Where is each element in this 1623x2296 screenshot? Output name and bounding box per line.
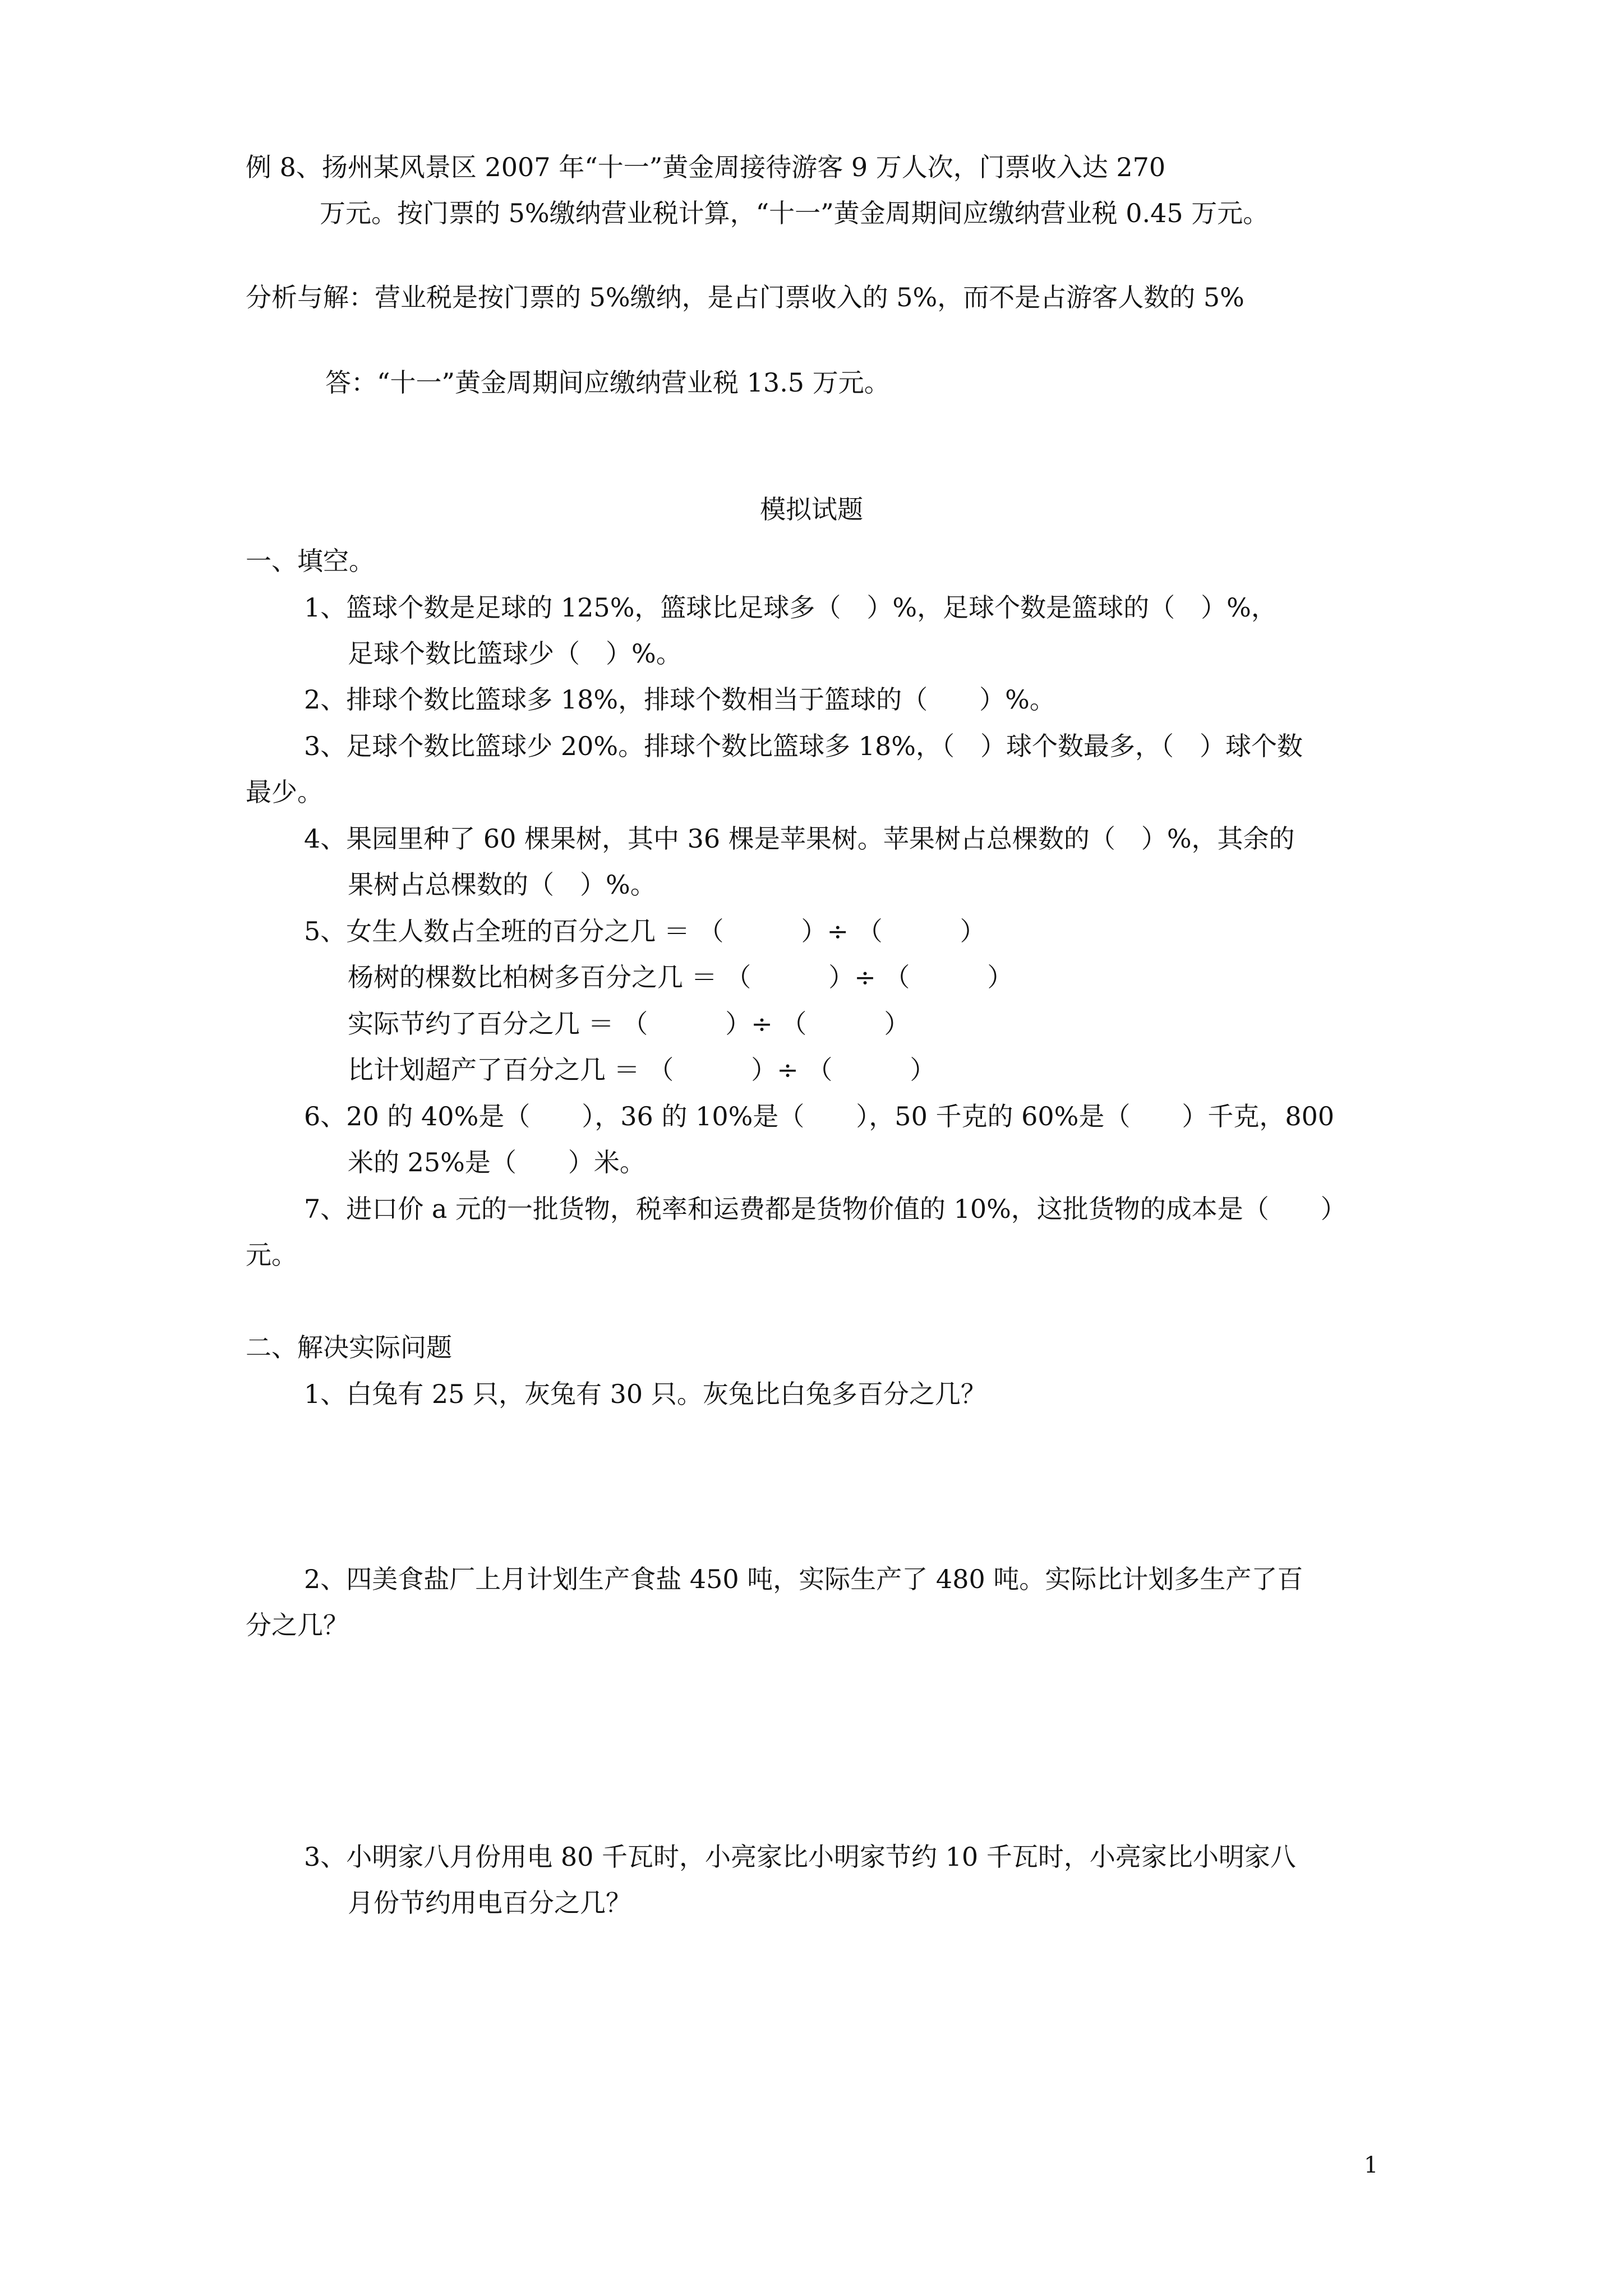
page-number: 1 (1364, 2152, 1378, 2178)
question-line: 元。 (246, 1240, 297, 1270)
question-line: 米的 25%是（ ）米。 (348, 1147, 645, 1177)
question-line: 2、排球个数比篮球多 18%，排球个数相当于篮球的（ ）%。 (304, 684, 1055, 715)
question-line: 5、女生人数占全班的百分之几 ＝ （ ）÷ （ ） (304, 916, 986, 946)
problem-line: 1、白兔有 25 只，灰兔有 30 只。灰兔比白兔多百分之几？ (304, 1379, 986, 1409)
example-line-2: 万元。按门票的 5%缴纳营业税计算，“十一”黄金周期间应缴纳营业税 0.45 万元。 (320, 198, 1269, 228)
page-title: 模拟试题 (760, 494, 863, 524)
section-heading-practical-problems: 二、解决实际问题 (246, 1332, 452, 1363)
problem-line: 月份节约用电百分之几？ (348, 1888, 631, 1918)
section-heading-fill-blank: 一、填空。 (246, 546, 375, 576)
question-line: 7、进口价 a 元的一批货物，税率和运费都是货物价值的 10%，这批货物的成本是（ ） (304, 1194, 1347, 1224)
answer-line: 答：“十一”黄金周期间应缴纳营业税 13.5 万元。 (325, 367, 890, 398)
question-line: 6、20 的 40%是（ ），36 的 10%是（ ），50 千克的 60%是（ ）千克，800 (304, 1101, 1335, 1131)
question-line: 4、果园里种了 60 棵果树，其中 36 棵是苹果树。苹果树占总棵数的（ ）%，其余的 (304, 823, 1295, 854)
problem-line: 3、小明家八月份用电 80 千瓦时，小亮家比小明家节约 10 千瓦时，小亮家比小明家八 (304, 1842, 1296, 1872)
question-line: 足球个数比篮球少（ ）%。 (348, 638, 682, 669)
question-line: 杨树的棵数比柏树多百分之几 ＝ （ ）÷ （ ） (348, 962, 1013, 992)
question-line: 果树占总棵数的（ ）%。 (348, 869, 656, 900)
question-line: 最少。 (246, 777, 323, 807)
question-line: 比计划超产了百分之几 ＝ （ ）÷ （ ） (348, 1055, 936, 1085)
problem-line: 分之几？ (246, 1610, 349, 1640)
question-line: 实际节约了百分之几 ＝ （ ）÷ （ ） (348, 1009, 910, 1039)
analysis-line: 分析与解：营业税是按门票的 5%缴纳，是占门票收入的 5%，而不是占游客人数的 5% (246, 282, 1244, 312)
question-line: 1、篮球个数是足球的 125%，篮球比足球多（ ）%，足球个数是篮球的（ ）%， (304, 592, 1277, 623)
problem-line: 2、四美食盐厂上月计划生产食盐 450 吨，实际生产了 480 吨。实际比计划多生产了百 (304, 1564, 1303, 1594)
question-line: 3、足球个数比篮球少 20%。排球个数比篮球多 18%，（ ）球个数最多，（ ）球个数 (304, 731, 1303, 761)
example-line-1: 例 8、扬州某风景区 2007 年“十一”黄金周接待游客 9 万人次，门票收入达 270 (246, 152, 1166, 182)
